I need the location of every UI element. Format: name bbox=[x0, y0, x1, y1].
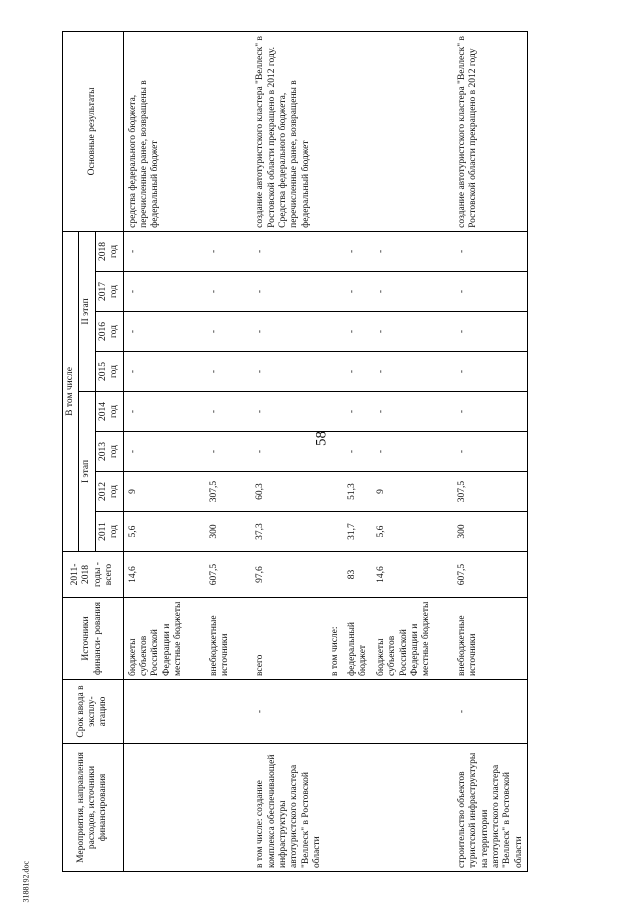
cell-year-value: 31,7 bbox=[343, 512, 372, 552]
cell-year-value: - bbox=[435, 432, 528, 472]
cell-total: 607,5 bbox=[187, 552, 234, 598]
cell-year-value: - bbox=[372, 312, 435, 352]
cell-year-value: - bbox=[233, 312, 325, 352]
cell-term: - bbox=[435, 680, 528, 744]
cell-year-value: 9 bbox=[123, 472, 186, 512]
cell-year-value: 300 bbox=[435, 512, 528, 552]
cell-term bbox=[187, 680, 234, 744]
page-number: 58 bbox=[313, 431, 330, 446]
cell-activity: строительство объектов туристской инфраструктуры на территории автотуристского кластера "Веллеск" в Ростовской области bbox=[435, 744, 528, 872]
header-sources: Источники финанси- рования bbox=[63, 598, 124, 680]
cell-year-value: - bbox=[372, 392, 435, 432]
header-stage-1: I этап bbox=[79, 392, 95, 552]
rotated-table-container bbox=[62, 32, 580, 872]
cell-year-value bbox=[326, 352, 343, 392]
cell-year-value: - bbox=[233, 432, 325, 472]
cell-year-value: - bbox=[187, 312, 234, 352]
table-row bbox=[372, 31, 435, 871]
cell-year-value: - bbox=[233, 231, 325, 271]
cell-source: всего bbox=[233, 598, 325, 680]
cell-total: 14,6 bbox=[123, 552, 186, 598]
cell-source: внебюджетные источники bbox=[187, 598, 234, 680]
cell-year-value bbox=[326, 272, 343, 312]
cell-source: бюджеты субъектов Российской Федерации и местные бюджеты bbox=[372, 598, 435, 680]
cell-term bbox=[326, 680, 343, 744]
cell-source: в том числе: bbox=[326, 598, 343, 680]
cell-year-value: - bbox=[343, 432, 372, 472]
cell-year-value: - bbox=[343, 231, 372, 271]
cell-year-value: - bbox=[233, 272, 325, 312]
cell-term: - bbox=[233, 680, 325, 744]
table-header bbox=[63, 31, 124, 871]
header-stage-2: II этап bbox=[79, 231, 95, 391]
cell-year-value: - bbox=[435, 352, 528, 392]
cell-year-value bbox=[326, 392, 343, 432]
cell-source: бюджеты субъектов Российской Федерации и местные бюджеты bbox=[123, 598, 186, 680]
cell-year-value: - bbox=[187, 392, 234, 432]
cell-result: средства федерального бюджета, перечисленные ранее, возвращены в федеральный бюджет bbox=[123, 31, 186, 231]
cell-activity bbox=[326, 744, 343, 872]
header-year: 2018 год bbox=[95, 231, 123, 271]
cell-activity bbox=[123, 744, 186, 872]
cell-year-value: - bbox=[123, 432, 186, 472]
table-row bbox=[435, 31, 528, 871]
cell-term bbox=[343, 680, 372, 744]
cell-year-value bbox=[326, 472, 343, 512]
financing-table bbox=[62, 31, 528, 872]
cell-year-value: - bbox=[435, 392, 528, 432]
cell-year-value: - bbox=[187, 432, 234, 472]
header-total: 2011-2018 годы - всего bbox=[63, 552, 124, 598]
cell-result bbox=[326, 31, 343, 231]
cell-year-value: - bbox=[233, 392, 325, 432]
cell-activity bbox=[372, 744, 435, 872]
cell-total: 14,6 bbox=[372, 552, 435, 598]
table-row bbox=[326, 31, 343, 871]
cell-year-value: - bbox=[435, 231, 528, 271]
cell-result bbox=[187, 31, 234, 231]
cell-result bbox=[343, 31, 372, 231]
cell-year-value: 51,3 bbox=[343, 472, 372, 512]
header-term: Срок ввода в эксплу- атацию bbox=[63, 680, 124, 744]
table-row bbox=[123, 31, 186, 871]
header-year: 2016 год bbox=[95, 312, 123, 352]
cell-year-value: - bbox=[123, 312, 186, 352]
header-year: 2014 год bbox=[95, 392, 123, 432]
cell-year-value: - bbox=[372, 352, 435, 392]
cell-year-value: - bbox=[233, 352, 325, 392]
cell-year-value: - bbox=[343, 272, 372, 312]
cell-result: создание автотуристского кластера "Веллеск" в Ростовской области прекращено в 2012 году bbox=[435, 31, 528, 231]
cell-year-value: - bbox=[343, 392, 372, 432]
table-row bbox=[187, 31, 234, 871]
cell-activity bbox=[187, 744, 234, 872]
cell-year-value: 307,5 bbox=[435, 472, 528, 512]
cell-year-value: - bbox=[372, 272, 435, 312]
cell-total: 607,5 bbox=[435, 552, 528, 598]
cell-year-value: - bbox=[187, 272, 234, 312]
header-year: 2012 год bbox=[95, 472, 123, 512]
cell-year-value: - bbox=[123, 392, 186, 432]
cell-year-value: - bbox=[187, 352, 234, 392]
cell-source: внебюджетные источники bbox=[435, 598, 528, 680]
cell-year-value: 5,6 bbox=[372, 512, 435, 552]
cell-year-value bbox=[326, 312, 343, 352]
cell-year-value: 5,6 bbox=[123, 512, 186, 552]
cell-year-value: - bbox=[343, 352, 372, 392]
cell-total: 97,6 bbox=[233, 552, 325, 598]
cell-activity: в том числе: создание комплекса обеспечивающей инфраструктуры автотуристского кластера "Веллеск" в Ростовской области bbox=[233, 744, 325, 872]
cell-year-value: 307,5 bbox=[187, 472, 234, 512]
cell-source: федеральный бюджет bbox=[343, 598, 372, 680]
cell-year-value: - bbox=[435, 272, 528, 312]
header-year: 2017 год bbox=[95, 272, 123, 312]
cell-activity bbox=[343, 744, 372, 872]
cell-year-value: - bbox=[372, 432, 435, 472]
cell-year-value: - bbox=[123, 272, 186, 312]
header-year: 2011 год bbox=[95, 512, 123, 552]
cell-year-value: - bbox=[343, 312, 372, 352]
cell-year-value: - bbox=[372, 231, 435, 271]
table-row bbox=[343, 31, 372, 871]
header-year: 2013 год bbox=[95, 432, 123, 472]
cell-year-value: 9 bbox=[372, 472, 435, 512]
cell-year-value: - bbox=[187, 231, 234, 271]
cell-year-value: 37,3 bbox=[233, 512, 325, 552]
cell-year-value: - bbox=[123, 231, 186, 271]
cell-term bbox=[123, 680, 186, 744]
header-year: 2015 год bbox=[95, 352, 123, 392]
cell-total: 83 bbox=[343, 552, 372, 598]
header-results: Основные результаты bbox=[63, 31, 124, 231]
cell-year-value bbox=[326, 231, 343, 271]
cell-result: создание автотуристского кластера "Веллеск" в Ростовской области прекращено в 2012 году. Средства федерального бюджета, перечисленные ранее, возвращены в федеральный бюджет bbox=[233, 31, 325, 231]
cell-year-value bbox=[326, 512, 343, 552]
cell-year-value: 300 bbox=[187, 512, 234, 552]
cell-year-value bbox=[326, 432, 343, 472]
table-body bbox=[123, 31, 528, 871]
table-row bbox=[233, 31, 325, 871]
cell-total bbox=[326, 552, 343, 598]
cell-year-value: 60,3 bbox=[233, 472, 325, 512]
header-activity: Мероприятия, направления расходов, источники финансирования bbox=[63, 744, 124, 872]
cell-term bbox=[372, 680, 435, 744]
header-in-total: В том числе bbox=[63, 231, 79, 551]
cell-result bbox=[372, 31, 435, 231]
document-id: 3188192.doc bbox=[21, 860, 31, 903]
cell-year-value: - bbox=[123, 352, 186, 392]
cell-year-value: - bbox=[435, 312, 528, 352]
